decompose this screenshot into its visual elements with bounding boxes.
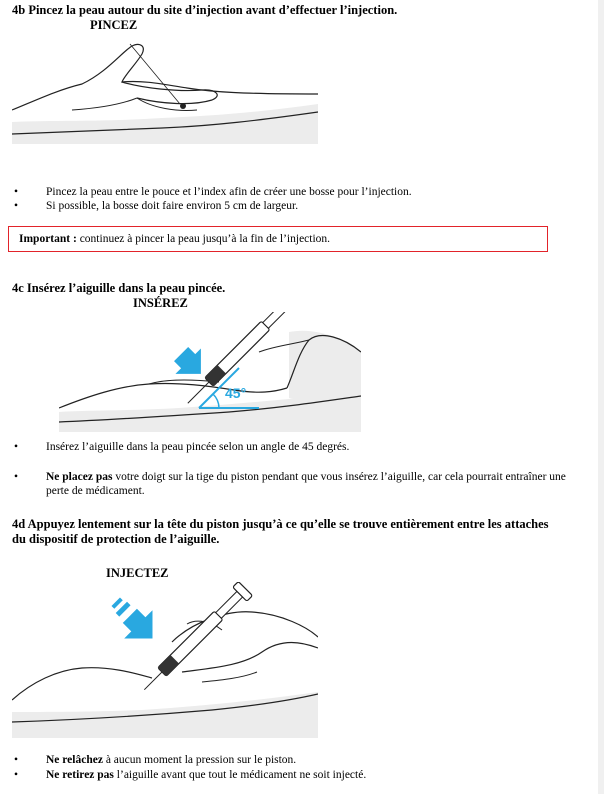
bullet-symbol: • — [14, 200, 19, 212]
bullet-rest: votre doigt sur la tige du piston pendant que vous insérez l’aiguille, car cela pourrait entraîner une perte de médicament. — [46, 471, 566, 497]
bullet-bold: Ne placez pas — [46, 471, 113, 483]
bullet-text: Si possible, la bosse doit faire environ 5 cm de largeur. — [46, 200, 299, 212]
bullet-text: Pincez la peau entre le pouce et l’index afin de créer une bosse pour l’injection. — [46, 186, 412, 198]
section-4d-heading: 4d Appuyez lentement sur la tête du piston jusqu’à ce qu’elle se trouve entièrement entre les attaches du dispositif de protection de l’aiguille. — [12, 517, 549, 546]
insert-needle-illustration — [59, 312, 361, 432]
angle-label: 45° — [225, 385, 247, 401]
section-4c-heading: 4c Insérez l’aiguille dans la peau pincée. — [12, 281, 226, 295]
pincez-caption: PINCEZ — [90, 18, 138, 32]
bullet-rest: l’aiguille avant que tout le médicament ne soit injecté. — [113, 769, 367, 781]
important-notice — [8, 226, 548, 252]
bullet-bold: Ne retirez pas — [46, 769, 114, 781]
bullet-text: Insérez l’aiguille dans la peau pincée selon un angle de 45 degrés. — [46, 441, 350, 453]
important-label: Important : — [19, 233, 77, 245]
bullet-symbol: • — [14, 769, 19, 781]
page-edge — [598, 0, 604, 794]
inject-plunger-illustration — [12, 582, 318, 738]
bullet-text — [46, 769, 366, 783]
bullet-bold: Ne relâchez — [46, 754, 103, 766]
bullet-symbol: • — [14, 471, 19, 483]
important-text: continuez à pincer la peau jusqu’à la fin de l’injection. — [76, 233, 331, 245]
injectez-caption: INJECTEZ — [106, 566, 169, 580]
inserez-caption: INSÉREZ — [133, 296, 188, 310]
bullet-symbol: • — [14, 441, 19, 453]
bullet-symbol: • — [14, 186, 19, 198]
bullet-text — [46, 471, 566, 499]
section-4b-heading: 4b Pincez la peau autour du site d’injection avant d’effectuer l’injection. — [12, 3, 398, 17]
pinch-skin-illustration — [12, 32, 318, 144]
bullet-rest: à aucun moment la pression sur le piston. — [102, 754, 297, 766]
bullet-text — [46, 754, 296, 768]
bullet-symbol: • — [14, 754, 19, 766]
